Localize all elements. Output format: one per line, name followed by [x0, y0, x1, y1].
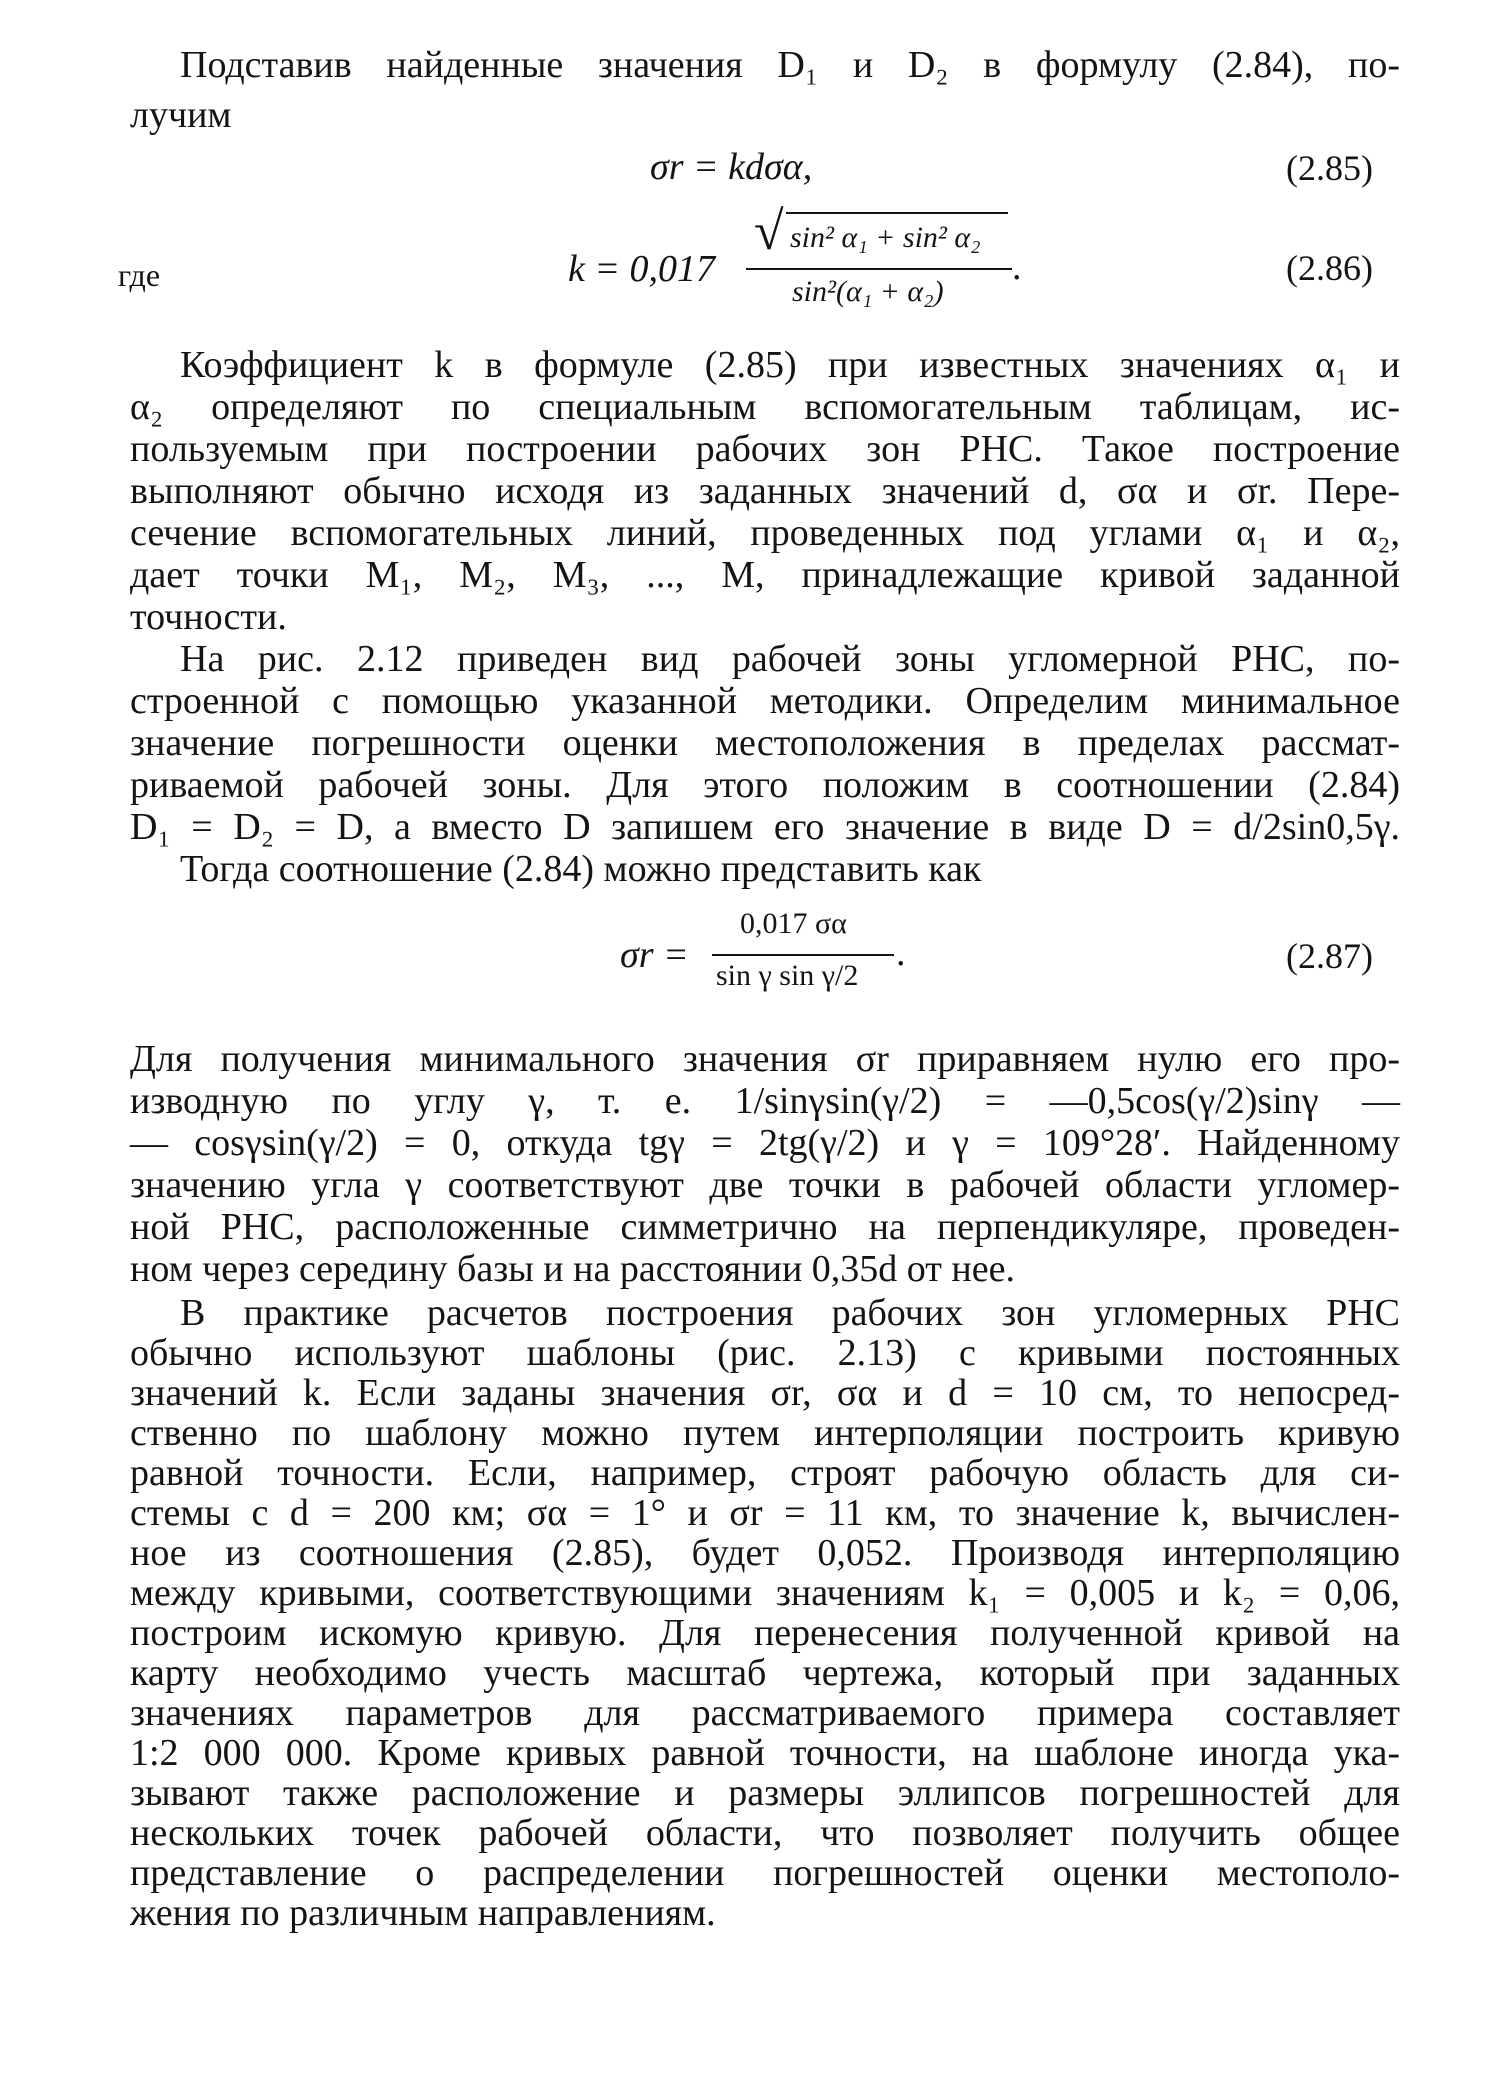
- text-line: — cosγsin(γ/2) = 0, откуда tgγ = 2tg(γ/2) и γ = 109°28′. Найденному: [130, 1122, 1400, 1164]
- text-line: строенной с помощью указанной методики. Определим минимальное: [130, 680, 1400, 722]
- equation-tail: .: [1012, 246, 1022, 288]
- fraction-numerator: sin² α₁ + sin² α₂: [790, 221, 981, 254]
- text-line: На рис. 2.12 приведен вид рабочей зоны угломерной РНС, по-: [180, 638, 1400, 680]
- equation-2-85: σr = kdσα,: [650, 146, 813, 188]
- equation-lhs: k = 0,017: [568, 248, 716, 290]
- text-line: Для получения минимального значения σr приравняем нулю его про-: [130, 1038, 1400, 1080]
- text-line: равной точности. Если, например, строят рабочую область для си-: [130, 1452, 1400, 1494]
- text-line: стемы с d = 200 км; σα = 1° и σr = 11 км, то значение k, вычислен-: [130, 1492, 1400, 1534]
- text-line: риваемой рабочей зоны. Для этого положим в соотношении (2.84): [130, 764, 1400, 806]
- text-line: пользуемым при построении рабочих зон РНС. Такое построение: [130, 428, 1400, 470]
- text-line: значению угла γ соответствуют две точки в рабочей области угломер-: [130, 1164, 1400, 1206]
- equation-lhs: σr =: [620, 934, 689, 976]
- text-line: изводную по углу γ, т. е. 1/sinγsin(γ/2) = —0,5cos(γ/2)sinγ —: [130, 1080, 1400, 1122]
- equation-number: (2.85): [1286, 148, 1373, 188]
- text-line: построим искомую кривую. Для перенесения полученной кривой на: [130, 1612, 1400, 1654]
- fraction-bar: [712, 954, 894, 956]
- text-line: Подставив найденные значения D₁ и D₂ в формулу (2.84), по-: [180, 44, 1400, 86]
- text-line: точности.: [130, 596, 287, 638]
- text-line: α₂ определяют по специальным вспомогательным таблицам, ис-: [130, 386, 1400, 428]
- text-line: жения по различным направлениям.: [130, 1892, 716, 1934]
- text-line: Коэффициент k в формуле (2.85) при известных значениях α₁ и: [180, 344, 1400, 386]
- fraction-bar: [746, 268, 1012, 270]
- text-line: карту необходимо учесть масштаб чертежа, который при заданных: [130, 1652, 1400, 1694]
- text-line: В практике расчетов построения рабочих зон угломерных РНС: [180, 1292, 1400, 1334]
- text-line: дает точки M₁, M₂, M₃, ..., M, принадлежащие кривой заданной: [130, 554, 1400, 596]
- text-line: обычно используют шаблоны (рис. 2.13) с кривыми постоянных: [130, 1332, 1400, 1374]
- fraction-denominator: sin²(α₁ + α₂): [792, 275, 944, 308]
- sqrt-symbol: √: [754, 201, 784, 261]
- text-line: D₁ = D₂ = D, а вместо D запишем его значение в виде D = d/2sin0,5γ.: [130, 806, 1400, 848]
- fraction-denominator: sin γ sin γ/2: [716, 959, 859, 992]
- text-line: значений k. Если заданы значения σr, σα и d = 10 см, то непосред-: [130, 1372, 1400, 1414]
- equation-number: (2.86): [1286, 248, 1373, 288]
- fraction-numerator: 0,017 σα: [740, 907, 847, 940]
- sqrt-bar: [786, 212, 1008, 214]
- text-line: значениях параметров для рассматриваемого примера составляет: [130, 1692, 1400, 1734]
- text-line: ной РНС, расположенные симметрично на перпендикуляре, проведен-: [130, 1206, 1400, 1248]
- text-line: значение погрешности оценки местоположения в пределах рассмат-: [130, 722, 1400, 764]
- text-line: лучим: [130, 94, 232, 136]
- text-line: 1:2 000 000. Кроме кривых равной точности, на шаблоне иногда ука-: [130, 1732, 1400, 1774]
- equation-number: (2.87): [1286, 936, 1373, 976]
- text-line: Тогда соотношение (2.84) можно представить как: [180, 848, 982, 890]
- text-line: нескольких точек рабочей области, что позволяет получить общее: [130, 1812, 1400, 1854]
- text-line: между кривыми, соответствующими значениям k₁ = 0,005 и k₂ = 0,06,: [130, 1572, 1400, 1614]
- equation-tail: .: [896, 932, 906, 974]
- where-label: где: [118, 257, 161, 293]
- text-line: ное из соотношения (2.85), будет 0,052. Производя интерполяцию: [130, 1532, 1400, 1574]
- text-line: выполняют обычно исходя из заданных значений d, σα и σr. Пере-: [130, 470, 1400, 512]
- text-line: представление о распределении погрешностей оценки местополо-: [130, 1852, 1400, 1894]
- text-line: сечение вспомогательных линий, проведенных под углами α₁ и α₂,: [130, 512, 1400, 554]
- text-line: ственно по шаблону можно путем интерполяции построить кривую: [130, 1412, 1400, 1454]
- text-line: ном через середину базы и на расстоянии 0,35d от нее.: [130, 1248, 1015, 1290]
- text-line: зывают также расположение и размеры эллипсов погрешностей для: [130, 1772, 1400, 1814]
